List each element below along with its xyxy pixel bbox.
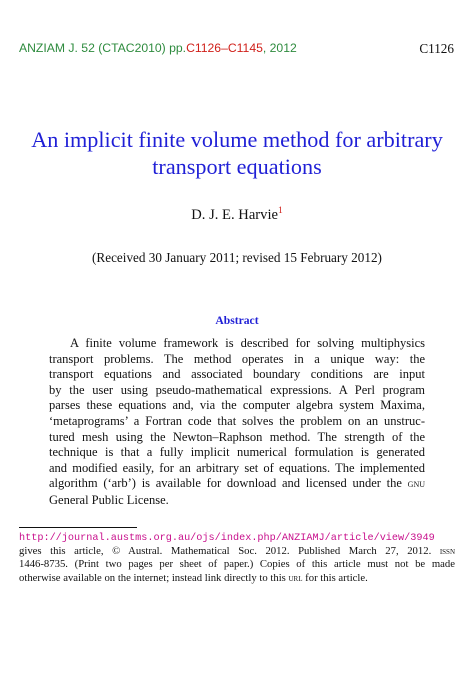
footnote xyxy=(19,531,455,585)
abstract-body xyxy=(49,336,425,509)
footnote-line-text: for this article. xyxy=(305,571,368,584)
abstract-line: technique is that a fully implicit numerical formulation is generated xyxy=(49,445,425,460)
footnote-line-text: otherwise available on the internet; instead link directly to this xyxy=(19,571,286,584)
journal-prefix: ANZIAM J. 52 (CTAC2010) pp. xyxy=(19,41,187,55)
abstract-line: General Public License. xyxy=(49,492,169,507)
abstract-line: tured mesh using the Newton–Raphson method. The strength of the xyxy=(49,429,425,444)
abstract-line-text: algorithm (‘arb’) is available for download and licensed under the xyxy=(49,476,402,491)
journal-reference xyxy=(19,41,297,55)
title-line-1: An implicit finite volume method for arbitrary xyxy=(31,127,443,152)
abstract-line: A finite volume framework is described for solving multiphysics xyxy=(70,336,425,350)
footnote-line-text: gives this article, © Austral. Mathematical Soc. 2012. Published March 27, 2012. xyxy=(19,545,432,558)
abstract-line: ‘metaprograms’ a Fortran code that solves the problem on an unstruc- xyxy=(49,413,425,428)
footnote-url-line xyxy=(19,531,455,545)
abstract-line: parses these equations and, via the computer algebra system Maxima, xyxy=(49,398,425,413)
abstract-line xyxy=(49,476,425,493)
footnote-line: 1446-8735. (Print two pages per sheet of paper.) Copies of this article must not be made xyxy=(19,558,455,571)
gnu-small-caps: gnu xyxy=(407,478,426,491)
url-small-caps: url xyxy=(288,572,303,584)
abstract-heading: Abstract xyxy=(215,314,259,327)
received-dates: (Received 30 January 2011; revised 15 February 2012) xyxy=(92,250,382,265)
abstract-line: transport problems. The method operates in a unique way: the xyxy=(49,351,425,366)
article-url-link[interactable]: http://journal.austms.org.au/ojs/index.php/ANZIAMJ/article/view/3949 xyxy=(19,533,435,544)
abstract-line: transport equations and associated boundary conditions are input xyxy=(49,367,425,382)
author-footnote-mark[interactable]: 1 xyxy=(277,206,283,216)
footnote-line xyxy=(19,545,455,558)
issn-small-caps: issn xyxy=(439,546,456,558)
author-name: D. J. E. Harvie xyxy=(191,207,278,223)
abstract-line: by the user using pseudo-mathematical expressions. A Perl program xyxy=(49,382,425,397)
footnote-rule xyxy=(19,527,137,528)
footnote-line xyxy=(19,572,455,585)
page-number: C1126 xyxy=(419,41,454,56)
paper-title xyxy=(0,126,474,180)
title-line-2: transport equations xyxy=(152,154,322,179)
page-range-link[interactable]: C1126–C1145 xyxy=(186,41,263,55)
author-line xyxy=(0,207,474,224)
abstract-line: and modified easily, for an arbitrary set of equations. The implemented xyxy=(49,460,425,475)
journal-year: , 2012 xyxy=(262,41,297,55)
running-header xyxy=(19,41,454,59)
